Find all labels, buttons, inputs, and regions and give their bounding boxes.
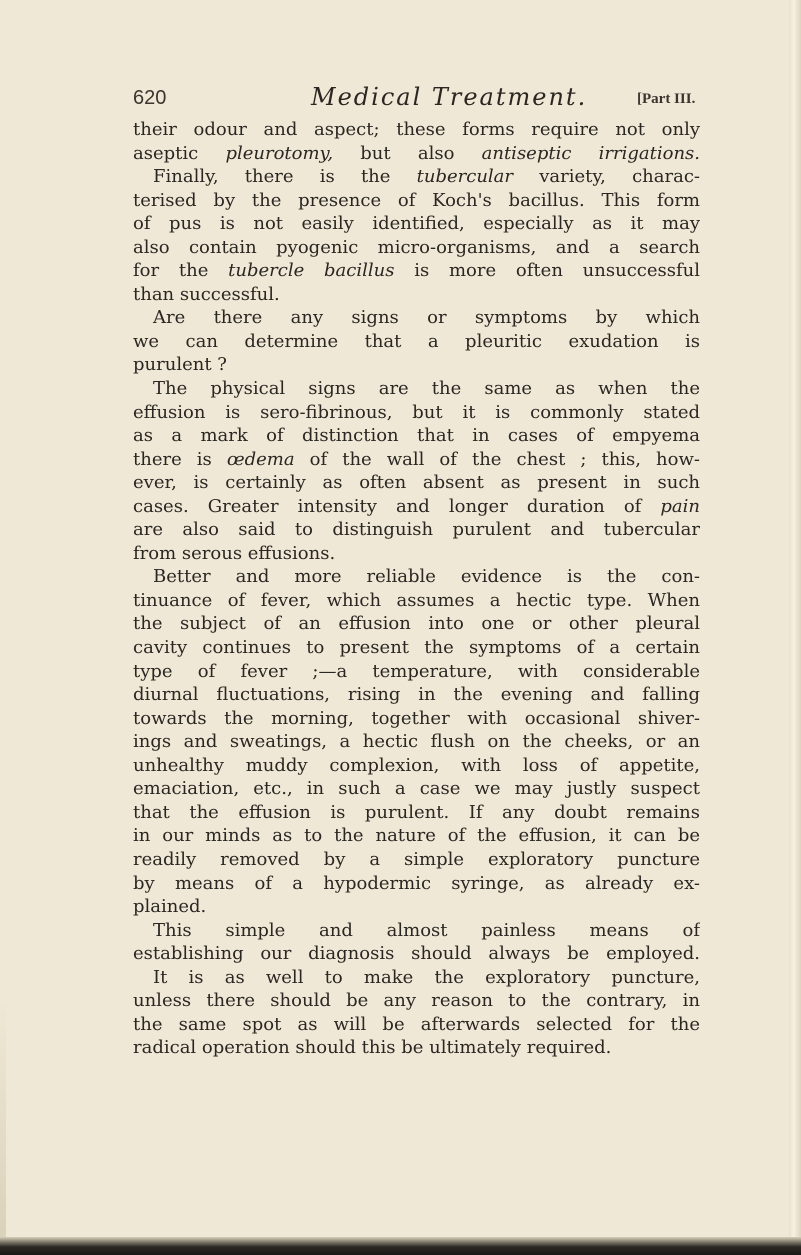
text-line: readily removed by a simple exploratory puncture xyxy=(133,848,700,870)
text-line: for the tubercle bacillus is more often unsuccessful xyxy=(133,260,700,282)
text-line: purulent ? xyxy=(133,354,227,376)
page-bottom-shadow xyxy=(0,1237,801,1255)
text-line: the same spot as will be afterwards selected for the xyxy=(133,1013,700,1035)
text-line: by means of a hypodermic syringe, as already ex- xyxy=(133,872,700,894)
text-line: unless there should be any reason to the contrary, in xyxy=(133,990,700,1012)
page-header xyxy=(133,83,793,119)
text-line: are also said to distinguish purulent and tubercular xyxy=(133,519,700,541)
text-line: The physical signs are the same as when the xyxy=(153,378,700,400)
text-line: from serous effusions. xyxy=(133,542,336,564)
text-line: of pus is not easily identified, especially as it may xyxy=(133,213,700,235)
text-line: we can determine that a pleuritic exudation is xyxy=(133,330,700,352)
text-line: effusion is sero-fibrinous, but it is commonly stated xyxy=(133,401,700,423)
text-line: tinuance of fever, which assumes a hectic type. When xyxy=(133,589,700,611)
page-edge-shadow xyxy=(789,0,801,1255)
text-line: towards the morning, together with occasional shiver- xyxy=(133,707,700,729)
part-label: [Part III. xyxy=(637,91,696,107)
text-line: type of fever ;—a temperature, with considerable xyxy=(133,660,700,682)
text-line: ings and sweatings, a hectic flush on the cheeks, or an xyxy=(133,731,700,753)
page-edge-left xyxy=(0,1000,6,1255)
text-line: establishing our diagnosis should always be employed. xyxy=(133,943,700,965)
text-line: their odour and aspect; these forms require not only xyxy=(133,119,700,140)
text-line: This simple and almost painless means of xyxy=(153,919,700,941)
page-number: 620 xyxy=(133,87,167,109)
body-text xyxy=(133,118,700,1060)
text-line: unhealthy muddy complexion, with loss of appetite, xyxy=(133,754,700,776)
text-line: there is œdema of the wall of the chest ; this, how- xyxy=(133,448,700,470)
text-line: cases. Greater intensity and longer duration of pain xyxy=(133,495,700,517)
text-line: than successful. xyxy=(133,283,280,305)
text-line: emaciation, etc., in such a case we may justly suspect xyxy=(133,778,700,800)
text-line: aseptic pleurotomy, but also antiseptic irrigations. xyxy=(133,142,700,164)
text-line: Better and more reliable evidence is the con- xyxy=(153,566,700,588)
text-line: Are there any signs or symptoms by which xyxy=(153,307,700,329)
text-line: plained. xyxy=(133,896,207,918)
text-line: the subject of an effusion into one or other pleural xyxy=(133,613,700,635)
running-title: Medical Treatment. xyxy=(311,83,588,111)
text-line: terised by the presence of Koch's bacillus. This form xyxy=(133,189,700,211)
text-line: that the effusion is purulent. If any doubt remains xyxy=(133,801,700,823)
text-line: Finally, there is the tubercular variety, charac- xyxy=(153,166,700,188)
text-line: ever, is certainly as often absent as present in such xyxy=(133,472,700,494)
text-line: diurnal fluctuations, rising in the evening and falling xyxy=(133,684,700,706)
text-line: in our minds as to the nature of the effusion, it can be xyxy=(133,825,700,847)
text-line: also contain pyogenic micro-organisms, and a search xyxy=(133,236,700,258)
text-line: radical operation should this be ultimately required. xyxy=(133,1037,612,1059)
text-line: as a mark of distinction that in cases of empyema xyxy=(133,425,700,447)
text-line: cavity continues to present the symptoms of a certain xyxy=(133,637,700,659)
text-line: It is as well to make the exploratory puncture, xyxy=(153,966,700,988)
